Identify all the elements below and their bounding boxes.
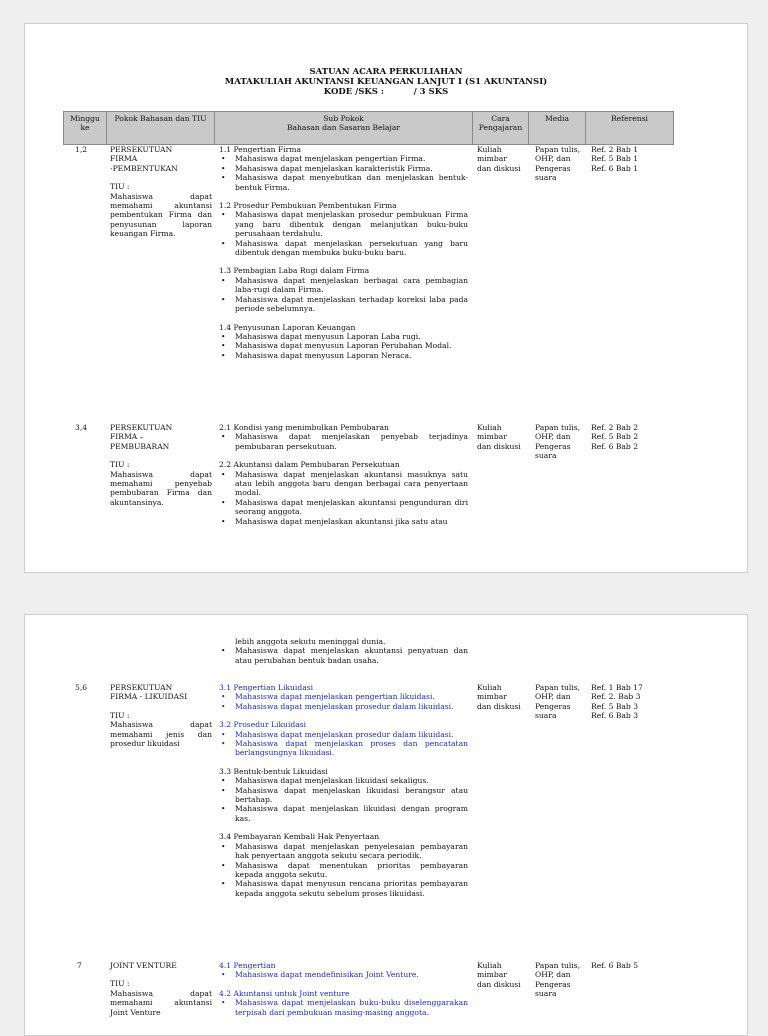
list-item: • Mahasiswa dapat menjelaskan akuntansi masuknya satu atau lebih anggota baru dengan berbagai cara penyertaan modal. [219, 470, 468, 498]
list-item: • Mahasiswa dapat menyebutkan dan menjelaskan bentuk-bentuk Firma. [219, 173, 468, 192]
list-item: • Mahasiswa dapat mendefinisikan Joint Venture. [219, 970, 468, 979]
row2-refs: Ref. 2 Bab 2 Ref. 5 Bab 2 Ref. 6 Bab 2 [591, 423, 639, 451]
list-item: • Mahasiswa dapat menjelaskan prosedur pembukuan Firma yang baru dibentuk dengan melanjutkan buku-buku perusahaan terdahulu. [219, 210, 468, 238]
row1-topic: PERSEKUTUAN FIRMA -PEMBENTUKAN TIU : Mahasiswa dapat memahami akuntansi pembentukan Firma dan penyusunan laporan keuangan Firma. [110, 145, 212, 239]
list-item: • Mahasiswa dapat menjelaskan akuntansi penyatuan dan atau perubahan bentuk badan usaha. [219, 646, 468, 665]
header-week: Minggu ke [63, 111, 107, 145]
row2-week: 3,4 [75, 423, 88, 432]
list-item: • Mahasiswa dapat menjelaskan likuidasi sekaligus. [219, 776, 468, 785]
list-item: • Mahasiswa dapat menyusun rencana prioritas pembayaran kepada anggota sekutu sebelum proses likuidasi. [219, 879, 468, 898]
row2-media: Papan tulis, OHP, dan Pengeras suara [535, 423, 581, 461]
list-item: • Mahasiswa dapat menyusun Laporan Perubahan Modal. [219, 341, 468, 350]
list-item: • Mahasiswa dapat menjelaskan terhadap koreksi laba pada periode sebelumnya. [219, 295, 468, 314]
row1-subtopics: 1.1 Pengertian Firma • Mahasiswa dapat menjelaskan pengertian Firma. • Mahasiswa dapat menjelaskan karakteristik Firma. • Mahasiswa dapat menyebutkan dan menjelaskan bentuk-bentuk Firma. 1.2 Prosedur Pembukuan Pembentukan Firma • Mahasiswa dapat menjelaskan prosedur pembukuan Firma yang baru dibentuk dengan melanjutkan buku-buku perusahaan terdahulu. • Mahasiswa dapat menjelaskan persekutuan yang baru dibentuk dengan membuka buku-buku baru. 1.3 Pembagian Laba Rugi dalam Firma • Mahasiswa dapat menjelaskan berbagai cara pembagian laba-rugi dalam Firma. • Mahasiswa dapat menjelaskan terhadap koreksi laba pada periode sebelumnya. 1.4 Penyusunan Laporan Keuangan • Mahasiswa dapat menyusun Laporan Laba rugi. • Mahasiswa dapat menyusun Laporan Perubahan Modal. • Mahasiswa dapat menyusun Laporan Neraca. [219, 145, 468, 360]
doc-code-sks: KODE /SKS : / 3 SKS [323, 87, 449, 97]
document-page-1 [24, 23, 748, 573]
list-item: • Mahasiswa dapat menjelaskan penyelesaian pembayaran hak penyertaan anggota sekutu secara periodik. [219, 842, 468, 861]
list-item: • Mahasiswa dapat menjelaskan karakteristik Firma. [219, 164, 468, 173]
list-item: • Mahasiswa dapat menjelaskan pengertian likuidasi. [219, 692, 468, 701]
header-method: Cara Pengajaran [472, 111, 529, 145]
list-item: • Mahasiswa dapat menjelaskan likuidasi berangsur atau bertahap. [219, 786, 468, 805]
row3-week: 5,6 [75, 683, 88, 692]
header-ref: Referensi [585, 111, 674, 145]
list-item: • Mahasiswa dapat menjelaskan akuntansi jika satu atau [219, 517, 468, 526]
row2-subtopics: 2.1 Kondisi yang menimbulkan Pembubaran • Mahasiswa dapat menjelaskan penyebab terjadinya pembubaran persekutuan. 2.2 Akuntansi dalam Pembubaran Persekutuan • Mahasiswa dapat menjelaskan akuntansi masuknya satu atau lebih anggota baru dengan berbagai cara penyertaan modal. • Mahasiswa dapat menjelaskan akuntansi pengunduran diri seorang anggota. • Mahasiswa dapat menjelaskan akuntansi jika satu atau [219, 423, 468, 526]
list-item: • Mahasiswa dapat menyusun Laporan Neraca. [219, 351, 468, 360]
row3-refs: Ref. 1 Bab 17 Ref. 2. Bab 3 Ref. 5 Bab 3 Ref. 6 Bab 3 [591, 683, 643, 721]
list-item: • Mahasiswa dapat menjelaskan likuidasi dengan program kas. [219, 804, 468, 823]
list-item: • Mahasiswa dapat menjelaskan persekutuan yang baru dibentuk dengan membuka buku-buku baru. [219, 239, 468, 258]
list-item: • Mahasiswa dapat menjelaskan pengertian Firma. [219, 154, 468, 163]
header-media: Media [528, 111, 586, 145]
list-item: • Mahasiswa dapat menjelaskan proses dan pencatatan berlangsungnya likuidasi. [219, 739, 468, 758]
list-item: • Mahasiswa dapat menjelaskan prosedur dalam likuidasi. [219, 730, 468, 739]
list-item: • Mahasiswa dapat menjelaskan berbagai cara pembagian laba-rugi dalam Firma. [219, 276, 468, 295]
row1-refs: Ref. 2 Bab 1 Ref. 5 Bab 1 Ref. 6 Bab 1 [591, 145, 639, 173]
document-page-2 [24, 614, 748, 1036]
row4-media: Papan tulis, OHP, dan Pengeras suara [535, 961, 581, 999]
row3-media: Papan tulis, OHP, dan Pengeras suara [535, 683, 581, 721]
list-item: • Mahasiswa dapat menjelaskan prosedur dalam likuidasi. [219, 702, 468, 711]
row1-media: Papan tulis, OHP, dan Pengeras suara [535, 145, 581, 183]
row4-topic: JOINT VENTURE TIU : Mahasiswa dapat memahami akuntansi Joint Venture [110, 961, 212, 1017]
row4-refs: Ref. 6 Bab 5 [591, 961, 639, 970]
row4-subtopics: 4.1 Pengertian • Mahasiswa dapat mendefinisikan Joint Venture. 4.2 Akuntansi untuk Joint venture • Mahasiswa dapat menjelaskan buku-buku diselenggarakan terpisah dari pembukuan masing-masing anggota. [219, 961, 468, 1017]
list-item: • Mahasiswa dapat menjelaskan akuntansi pengunduran diri seorang anggota. [219, 498, 468, 517]
row1-week: 1,2 [75, 145, 88, 154]
list-item: • Mahasiswa dapat menjelaskan buku-buku diselenggarakan terpisah dari pembukuan masing-masing anggota. [219, 998, 468, 1017]
row3-subtopics: 3.1 Pengertian Likuidasi • Mahasiswa dapat menjelaskan pengertian likuidasi. • Mahasiswa dapat menjelaskan prosedur dalam likuidasi. 3.2 Prosedur Likuidasi • Mahasiswa dapat menjelaskan prosedur dalam likuidasi. • Mahasiswa dapat menjelaskan proses dan pencatatan berlangsungnya likuidasi. 3.3 Bentuk-bentuk Likuidasi • Mahasiswa dapat menjelaskan likuidasi sekaligus. • Mahasiswa dapat menjelaskan likuidasi berangsur atau bertahap. • Mahasiswa dapat menjelaskan likuidasi dengan program kas. 3.4 Pembayaran Kembali Hak Penyertaan • Mahasiswa dapat menjelaskan penyelesaian pembayaran hak penyertaan anggota sekutu secara periodik. • Mahasiswa dapat menentukan prioritas pembayaran kepada anggota sekutu. • Mahasiswa dapat menyusun rencana prioritas pembayaran kepada anggota sekutu sebelum proses likuidasi. [219, 683, 468, 898]
row4-method: Kuliah mimbar dan diskusi [477, 961, 521, 989]
row1-method: Kuliah mimbar dan diskusi [477, 145, 521, 173]
continuation-text: lebih anggota sekutu meninggal dunia. • Mahasiswa dapat menjelaskan akuntansi penyatuan dan atau perubahan bentuk badan usaha. [219, 637, 468, 665]
header-sub: Sub Pokok Bahasan dan Sasaran Belajar [214, 111, 473, 145]
list-item: • Mahasiswa dapat menjelaskan penyebab terjadinya pembubaran persekutuan. [219, 432, 468, 451]
row3-method: Kuliah mimbar dan diskusi [477, 683, 521, 711]
doc-course-title: MATAKULIAH AKUNTANSI KEUANGAN LANJUT I (S1 AKUNTANSI) [224, 77, 548, 87]
header-topic: Pokok Bahasan dan TIU [106, 111, 215, 145]
row2-topic: PERSEKUTUAN FIRMA – PEMBUBARAN TIU : Mahasiswa dapat memahami penyebab pembubaran Firma dan akuntansinya. [110, 423, 212, 507]
row4-week: 7 [77, 961, 82, 970]
doc-title: SATUAN ACARA PERKULIAHAN [309, 67, 463, 77]
list-item: • Mahasiswa dapat menentukan prioritas pembayaran kepada anggota sekutu. [219, 861, 468, 880]
row3-topic: PERSEKUTUAN FIRMA - LIKUIDASI TIU : Mahasiswa dapat memahami jenis dan prosedur likuidasi [110, 683, 212, 749]
row2-method: Kuliah mimbar dan diskusi [477, 423, 521, 451]
list-item: • Mahasiswa dapat menyusun Laporan Laba rugi. [219, 332, 468, 341]
